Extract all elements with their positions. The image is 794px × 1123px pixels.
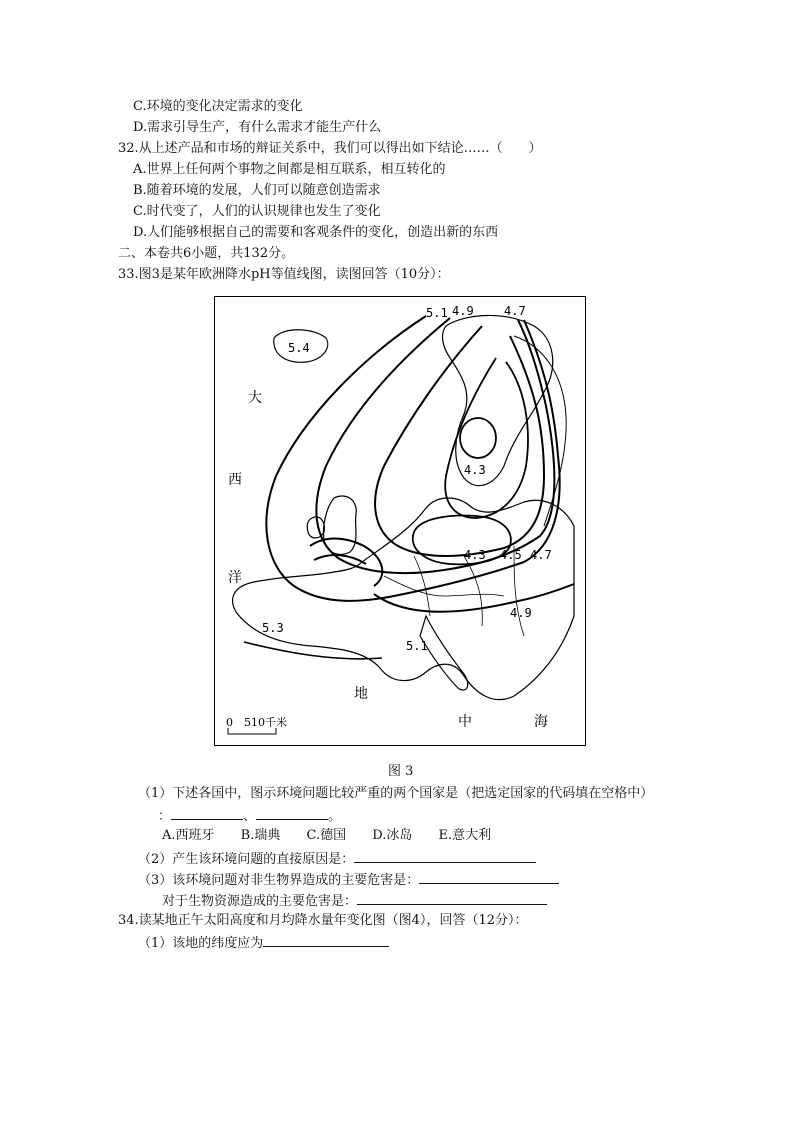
q33-part-1: （1）下述各国中，图示环境问题比较严重的两个国家是（把选定国家的代码填在空格中） — [138, 786, 654, 801]
q34-part-1 — [138, 933, 389, 953]
q33-option-c: C.德国 — [306, 828, 347, 843]
q33-part-1-blanks — [158, 806, 341, 826]
label-mid-47: 4.7 — [530, 548, 552, 562]
q32-option-d: D.人们能够根据自己的需要和客观条件的变化，创造出新的东西 — [133, 225, 499, 240]
label-mid-45: 4.5 — [500, 548, 522, 562]
europe-ph-isoline-map — [214, 296, 586, 746]
option-d-prev: D.需求引导生产，有什么需求才能生产什么 — [133, 120, 382, 135]
answer-blank-4[interactable] — [263, 933, 389, 947]
label-med-3: 海 — [534, 714, 548, 730]
label-sea-3: 洋 — [228, 570, 242, 586]
q33-option-d: D.冰岛 — [372, 828, 413, 843]
label-sea-2: 西 — [228, 472, 242, 488]
q33-part-1-end: 。 — [328, 809, 342, 824]
label-med-2: 中 — [458, 714, 472, 730]
q33-part-1-colon: ： — [158, 809, 172, 824]
answer-blank-1-1[interactable] — [171, 806, 243, 820]
label-sea-1: 大 — [248, 390, 262, 406]
label-scale: 0 510千米 — [226, 716, 287, 729]
label-med-1: 地 — [354, 686, 368, 702]
answer-blank-3[interactable] — [419, 870, 559, 884]
option-c-prev: C.环境的变化决定需求的变化 — [133, 99, 303, 114]
q33-part-3b-text: 对于生物资源造成的主要危害是： — [162, 894, 358, 909]
label-center-mid: 4.3 — [464, 548, 486, 562]
q32-option-b: B.随着环境的发展，人们可以随意创造需求 — [133, 183, 381, 198]
q33-part-2 — [138, 849, 536, 869]
label-center-top: 4.3 — [464, 463, 486, 477]
q33-options — [162, 827, 491, 845]
q33-part-1-sep: 、 — [243, 809, 257, 824]
q33-stem: 33.图3是某年欧洲降水pH等值线图，读图回答（10分）： — [118, 267, 450, 282]
q33-part-2-text: （2）产生该环境问题的直接原因是： — [138, 852, 355, 867]
q33-option-e: E.意大利 — [438, 828, 492, 843]
figure-caption: 图 3 — [388, 764, 414, 779]
label-spain: 5.3 — [262, 621, 284, 635]
q33-part-3b — [162, 891, 547, 911]
q32-stem: 32.从上述产品和市场的辩证关系中，我们可以得出如下结论……（ ） — [118, 141, 542, 156]
q34-stem: 34.读某地正午太阳高度和月均降水量年变化图（图4），回答（12分）： — [118, 913, 528, 928]
q33-part-3-text: （3）该环境问题对非生物界造成的主要危害是： — [138, 873, 420, 888]
label-south-49: 4.9 — [510, 606, 532, 620]
section-2-heading: 二、本卷共6小题，共132分。 — [118, 246, 295, 261]
q33-option-b: B.瑞典 — [240, 828, 281, 843]
label-iso-47-top: 4.7 — [504, 304, 526, 318]
answer-blank-2[interactable] — [354, 849, 536, 863]
answer-blank-1-2[interactable] — [256, 806, 328, 820]
label-italy: 5.1 — [406, 639, 428, 653]
q32-option-c: C.时代变了，人们的认识规律也发生了变化 — [133, 204, 381, 219]
label-iso-51-top: 5.1 — [426, 306, 448, 320]
q33-option-a: A.西班牙 — [162, 828, 215, 843]
answer-blank-3b[interactable] — [357, 891, 547, 905]
q33-part-3 — [138, 870, 559, 890]
label-iceland: 5.4 — [288, 341, 310, 355]
q34-part-1-text: （1）该地的纬度应为 — [138, 936, 264, 951]
q32-option-a: A.世界上任何两个事物之间都是相互联系，相互转化的 — [133, 162, 446, 177]
label-iso-49-top: 4.9 — [452, 304, 474, 318]
